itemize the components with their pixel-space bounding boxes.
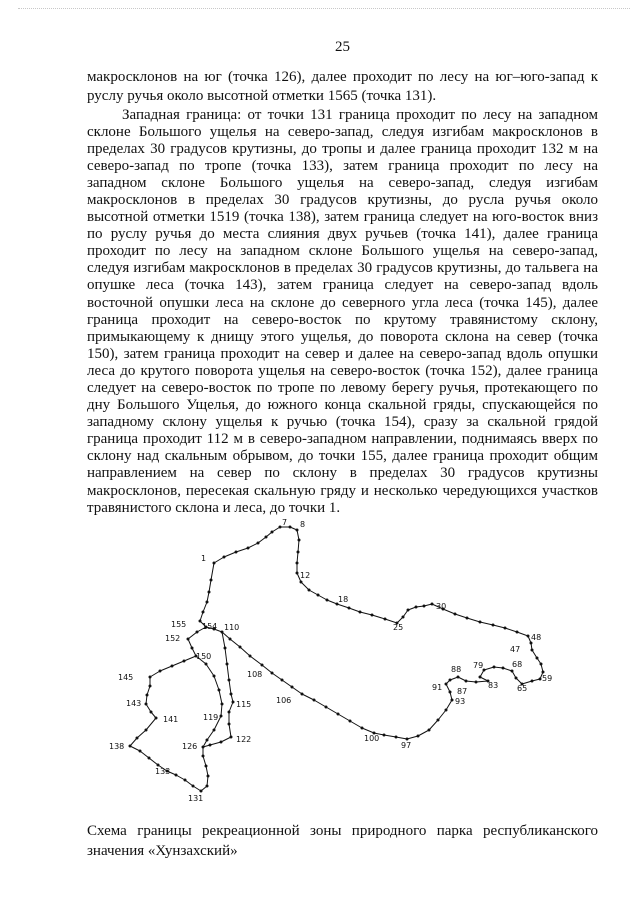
boundary-vertex: [531, 649, 534, 652]
boundary-vertex: [492, 624, 495, 627]
point-label: 7: [282, 518, 288, 527]
diagram-caption: [87, 821, 598, 861]
boundary-vertex: [511, 670, 514, 673]
boundary-vertex: [301, 693, 304, 696]
boundary-vertex: [296, 562, 299, 565]
point-label: 115: [236, 700, 252, 709]
text-line: следуя изгибам макросклонов в пределах 30 градусов крутизны, до тальвега на: [87, 260, 598, 277]
point-label: 97: [401, 741, 412, 750]
boundary-vertex: [202, 755, 205, 758]
boundary-vertex: [221, 703, 224, 706]
point-labels: [109, 518, 552, 803]
boundary-vertex: [226, 663, 229, 666]
paragraph-1: [87, 68, 598, 106]
boundary-vertex: [206, 739, 209, 742]
point-label: 126: [182, 742, 198, 751]
boundary-vertex: [297, 551, 300, 554]
text-line: Западная граница: от точки 131 граница проходит по лесу на западном: [122, 106, 598, 123]
point-label: 93: [455, 697, 466, 706]
boundary-vertex: [349, 720, 352, 723]
boundary-vertex: [395, 736, 398, 739]
point-label: 47: [510, 645, 521, 654]
boundary-vertex: [289, 526, 292, 529]
point-label: 88: [451, 665, 462, 674]
text-line: примыкающему к днищу этого ущелья, до поворота склона на север (точка: [87, 328, 598, 345]
boundary-vertex: [445, 683, 448, 686]
boundary-vertex: [475, 681, 478, 684]
boundary-vertex: [183, 660, 186, 663]
boundary-vertex: [371, 614, 374, 617]
text-line: граница проходит на северо-восток по крутому травянистому склону,: [87, 311, 598, 328]
boundary-vertex: [527, 635, 530, 638]
boundary-vertex: [202, 611, 205, 614]
boundary-vertex: [191, 647, 194, 650]
point-label: 30: [436, 602, 447, 611]
boundary-vertex: [205, 765, 208, 768]
boundary-line: [130, 527, 543, 791]
text-line: направлением на север по склону в пределах 30 градусов крутизны: [87, 465, 598, 482]
boundary-vertex: [184, 779, 187, 782]
point-label: 91: [432, 683, 443, 692]
point-label: 83: [488, 681, 499, 690]
point-label: 65: [517, 684, 528, 693]
boundary-vertex: [265, 536, 268, 539]
boundary-vertex: [291, 686, 294, 689]
boundary-vertex: [313, 699, 316, 702]
text-line: макросклонов в пределах 30 градусов крутизны, до русла ручья около: [87, 191, 598, 208]
boundary-vertex: [229, 638, 232, 641]
boundary-vertex: [402, 616, 405, 619]
boundary-vertex: [230, 693, 233, 696]
boundary-vertex: [449, 691, 452, 694]
point-label: 100: [364, 734, 380, 743]
boundary-vertex: [516, 631, 519, 634]
boundary-vertex: [213, 562, 216, 565]
boundary-vertex: [445, 709, 448, 712]
point-label: 8: [300, 520, 306, 529]
boundary-vertex: [457, 676, 460, 679]
point-label: 141: [163, 715, 179, 724]
text-line: высотной отметки 1519 (точка 138), затем граница следует на юго-восток вниз: [87, 209, 598, 226]
boundary-vertex: [493, 666, 496, 669]
boundary-vertex: [148, 757, 151, 760]
text-line: дну Большого Ущелья, до южного конца скальной гряды, спускающейся по: [87, 397, 598, 414]
point-label: 150: [196, 652, 212, 661]
boundary-vertex: [359, 611, 362, 614]
boundary-vertex: [228, 723, 231, 726]
boundary-vertex: [479, 621, 482, 624]
boundary-vertex: [257, 542, 260, 545]
boundary-vertex: [175, 774, 178, 777]
boundary-vertex: [308, 589, 311, 592]
text-line: руслу ручья около высотной отметки 1565 (точка 131).: [87, 87, 437, 104]
boundary-vertex: [531, 680, 534, 683]
point-label: 108: [247, 670, 263, 679]
boundary-vertex: [200, 790, 203, 793]
boundary-vertex: [479, 676, 482, 679]
text-line: склоне Большого ущелья на северо-запад, следуя изгибам макросклонов в: [87, 123, 598, 140]
boundary-vertex: [317, 594, 320, 597]
boundary-vertex: [407, 609, 410, 612]
boundary-vertex: [155, 717, 158, 720]
boundary-vertex: [261, 664, 264, 667]
point-label: 48: [531, 633, 542, 642]
text-line: проходит по лесу на западном склоне Большого ущелья на северо-запад,: [87, 243, 598, 260]
boundary-vertex: [298, 539, 301, 542]
boundary-vertex: [223, 556, 226, 559]
caption-line: Схема границы рекреационной зоны природного парка республиканского: [87, 823, 598, 839]
boundary-vertex: [466, 617, 469, 620]
point-label: 122: [236, 735, 252, 744]
point-label: 87: [457, 687, 468, 696]
boundary-vertex: [271, 672, 274, 675]
boundary-vertex: [415, 606, 418, 609]
boundary-vertex: [171, 665, 174, 668]
boundary-vertex: [540, 663, 543, 666]
boundary-vertex: [515, 677, 518, 680]
point-label: 131: [188, 794, 204, 803]
boundary-vertex: [205, 663, 208, 666]
boundary-vertex: [145, 729, 148, 732]
point-label: 59: [542, 674, 553, 683]
boundary-vertex: [228, 679, 231, 682]
boundary-vertex: [449, 679, 452, 682]
boundary-vertex: [296, 529, 299, 532]
boundary-vertex: [281, 679, 284, 682]
boundary-vertex: [384, 618, 387, 621]
boundary-vertex: [192, 785, 195, 788]
boundary-vertex: [247, 547, 250, 550]
boundary-vertex: [210, 579, 213, 582]
text-line: травянистого склона и леса, до точки 1.: [87, 499, 341, 516]
boundary-vertex: [300, 581, 303, 584]
boundary-vertex: [228, 711, 231, 714]
boundary-vertex: [337, 713, 340, 716]
boundary-vertex: [431, 603, 434, 606]
boundary-vertex: [149, 685, 152, 688]
boundary-vertex: [454, 613, 457, 616]
point-label: 138: [109, 742, 125, 751]
boundary-vertex: [361, 727, 364, 730]
boundary-vertex: [326, 599, 329, 602]
text-line: следует на северо-восток по тропе по левому берегу ручья, протекающего по: [87, 380, 598, 396]
boundary-vertex: [325, 706, 328, 709]
point-label: 12: [300, 571, 311, 580]
point-label: 68: [512, 660, 523, 669]
boundary-vertex: [218, 689, 221, 692]
boundary-vertex: [465, 680, 468, 683]
boundary-inner-branch: [196, 656, 222, 747]
text-line: 150), затем граница проходит на север и далее на северо-запад вдоль опушки: [87, 345, 598, 362]
paragraph-western-boundary: [87, 107, 598, 517]
text-line: восточной опушки леса на склоне до северного угла леса (точка 145), далее: [87, 294, 598, 311]
point-label: 143: [126, 699, 142, 708]
text-line: граница проходит 112 м в северо-западном направлении, поднимаясь вверх по: [87, 431, 598, 448]
boundary-vertex: [220, 715, 223, 718]
text-line: склону над скальным обрывом, до точки 155, далее граница проходит общим: [87, 448, 598, 465]
boundary-vertex: [136, 737, 139, 740]
page-number: 25: [335, 39, 350, 55]
text-line: по руслу ручья до места слияния двух ручьев (точка 141), далее граница: [87, 226, 598, 243]
boundary-vertex: [235, 551, 238, 554]
boundary-vertex: [536, 657, 539, 660]
boundary-vertex: [159, 670, 162, 673]
boundary-vertex: [230, 736, 233, 739]
text-line: опушке леса (точка 143), затем граница следует на северо-запад вдоль: [87, 277, 598, 294]
boundary-vertex: [202, 746, 205, 749]
point-label: 155: [171, 620, 187, 629]
text-line: макросклонов, пересекая скальную гряду и несколько чередующихся участков: [87, 482, 598, 499]
point-label: 79: [473, 661, 484, 670]
boundary-vertex: [383, 734, 386, 737]
point-label: 25: [393, 623, 404, 632]
boundary-vertex: [150, 711, 153, 714]
point-label: 145: [118, 673, 134, 682]
boundary-vertex: [348, 607, 351, 610]
boundary-vertex: [206, 601, 209, 604]
boundary-scheme-diagram: [100, 515, 560, 815]
point-label: 119: [203, 713, 219, 722]
boundary-vertex: [129, 745, 132, 748]
boundary-vertex: [232, 701, 235, 704]
boundary-vertex: [213, 729, 216, 732]
boundary-vertex: [249, 655, 252, 658]
boundary-vertex: [504, 627, 507, 630]
boundary-vertex: [213, 675, 216, 678]
boundary-vertex: [196, 631, 199, 634]
boundary-vertex: [296, 572, 299, 575]
boundary-vertex: [145, 703, 148, 706]
text-line: макросклонов на юг (точка 126), далее проходит по лесу на юг–юго-запад к: [87, 68, 598, 85]
boundary-vertex: [220, 741, 223, 744]
point-label: 106: [276, 696, 292, 705]
boundary-vertex: [207, 775, 210, 778]
boundary-vertex: [209, 744, 212, 747]
text-line: пределах 30 градусов крутизны, до тропы и далее граница проходит 132 м на: [87, 140, 598, 157]
text-line: леса до крутого поворота ущелья на северо-восток (точка 152), далее граница: [87, 362, 598, 379]
boundary-vertex: [224, 647, 227, 650]
boundary-vertex: [206, 785, 209, 788]
boundary-vertex: [187, 638, 190, 641]
point-label: 154: [202, 622, 218, 631]
text-line: западном склоне Большого ущелья на северо-запад, следуя изгибам: [87, 174, 598, 191]
boundary-vertex: [428, 729, 431, 732]
boundary-vertex: [271, 531, 274, 534]
boundary-vertex: [146, 694, 149, 697]
caption-line: значения «Хунзахский»: [87, 843, 238, 859]
point-label: 133: [155, 767, 171, 776]
boundary-vertex: [451, 699, 454, 702]
text-line: северо-запад по тропе (точка 133), затем граница проходит по лесу на: [87, 157, 598, 174]
boundary-vertex: [208, 591, 211, 594]
boundary-vertex: [437, 719, 440, 722]
scan-edge: [18, 8, 630, 9]
boundary-vertex: [239, 646, 242, 649]
boundary-vertex: [149, 676, 152, 679]
text-line: западному склону ущелья к ручью (точка 154), сразу за скальной грядой: [87, 414, 598, 431]
point-label: 110: [224, 623, 240, 632]
point-label: 18: [338, 595, 349, 604]
boundary-vertex: [417, 735, 420, 738]
boundary-vertex: [502, 667, 505, 670]
point-label: 152: [165, 634, 181, 643]
boundary-vertex: [139, 750, 142, 753]
boundary-vertices: [129, 526, 545, 793]
point-label: 1: [201, 554, 207, 563]
boundary-vertex: [423, 605, 426, 608]
